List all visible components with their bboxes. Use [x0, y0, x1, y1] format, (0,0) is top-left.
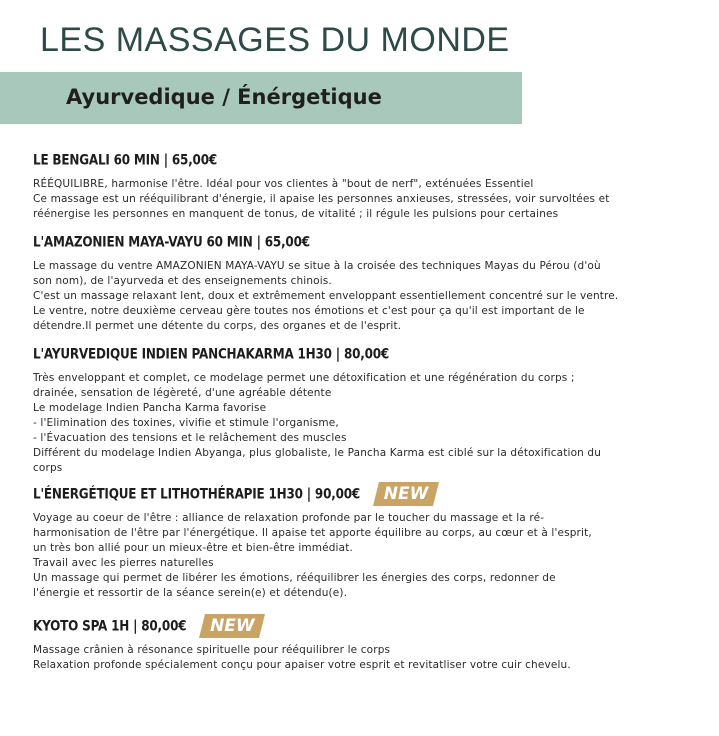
massage-panchakarma [33, 344, 693, 476]
description-line: Très enveloppant et complet, ce modelage permet une détoxification et une régénération du corps ; [33, 372, 575, 384]
description-line: - l'Elimination des toxines, vivifie et stimule l'organisme, [33, 417, 339, 429]
massage-amazonien [33, 232, 693, 334]
massage-heading [33, 344, 693, 364]
badge-label: NEW [383, 484, 429, 504]
massage-name: L'AMAZONIEN MAYA-VAYU 60 MIN | 65,00€ [33, 233, 310, 251]
description-line: C'est un massage relaxant lent, doux et extrêmement enveloppant essentiellement concentré sur le ventre. [33, 290, 619, 302]
new-badge [202, 614, 262, 638]
category-title: Ayurvedique / Énérgetique [66, 85, 382, 109]
category-band [0, 72, 522, 124]
massage-name: LE BENGALI 60 MIN | 65,00€ [33, 151, 218, 169]
massage-bengali [33, 150, 693, 222]
description-line: Voyage au coeur de l'être : alliance de relaxation profonde par le toucher du massage et la ré- [33, 512, 545, 524]
description-line: Le massage du ventre AMAZONIEN MAYA-VAYU se situe à la croisée des techniques Mayas du Pérou (d'où [33, 260, 601, 272]
description-line: Le ventre, notre deuxième cerveau gère toutes nos émotions et c'est pour ça qu'il est important de le [33, 305, 585, 317]
description-line: Différent du modelage Indien Abyanga, plus globaliste, le Pancha Karma est ciblé sur la détoxification du [33, 447, 602, 459]
massage-heading [33, 616, 693, 636]
massage-heading [33, 150, 693, 170]
description-line: Un massage qui permet de libérer les émotions, rééquilibrer les énergies des corps, redonner de [33, 572, 556, 584]
description-line: un très bon allié pour un mieux-être et bien-être immédiat. [33, 542, 353, 554]
description-line: Travail avec les pierres naturelles [33, 557, 214, 569]
massage-heading [33, 232, 693, 252]
description-line: Relaxation profonde spécialement conçu pour apaiser votre esprit et revitatliser votre cuir chevelu. [33, 659, 571, 671]
description-line: l'énergie et ressortir de la séance serein(e) et détendu(e). [33, 587, 348, 599]
massage-name: L'ÉNERGÉTIQUE ET LITHOTHÉRAPIE 1H30 | 90,00€ [33, 485, 361, 503]
description-line: harmonisation de l'être par l'énergétique. Il apaise tet apporte équilibre au corps, au cœur et à l'esprit, [33, 527, 592, 539]
massage-name: KYOTO SPA 1H | 80,00€ [33, 617, 187, 635]
massage-heading [33, 484, 693, 504]
description-line: Massage crânien à résonance spirituelle pour rééquilibrer le corps [33, 644, 391, 656]
massage-kyoto-spa [33, 616, 693, 673]
description-line: RÉÉQUILIBRE, harmonise l'être. Idéal pour vos clientes à "bout de nerf", exténuées Essentiel [33, 178, 534, 190]
massage-name: L'AYURVEDIQUE INDIEN PANCHAKARMA 1H30 | 80,00€ [33, 345, 390, 363]
description-line: corps [33, 462, 63, 474]
description-line: Le modelage Indien Pancha Karma favorise [33, 402, 267, 414]
new-badge [376, 482, 436, 506]
description-line: détendre.Il permet une détente du corps, des organes et de l'esprit. [33, 320, 402, 332]
page-title: LES MASSAGES DU MONDE [40, 21, 510, 59]
description-line: - l'Évacuation des tensions et le relâchement des muscles [33, 432, 347, 444]
description-line: Ce massage est un rééquilibrant d'énergie, il apaise les personnes anxieuses, stressées, voir survoltées et [33, 193, 610, 205]
massage-lithotherapie [33, 484, 693, 601]
description-line: drainée, sensation de légèreté, d'une agréable détente [33, 387, 332, 399]
description-line: réénergise les personnes en manquent de tonus, de vitalité ; il régule les pulsions pour certaines [33, 208, 559, 220]
badge-label: NEW [210, 616, 255, 636]
description-line: son nom), de l'ayurveda et des enseignements chinois. [33, 275, 332, 287]
